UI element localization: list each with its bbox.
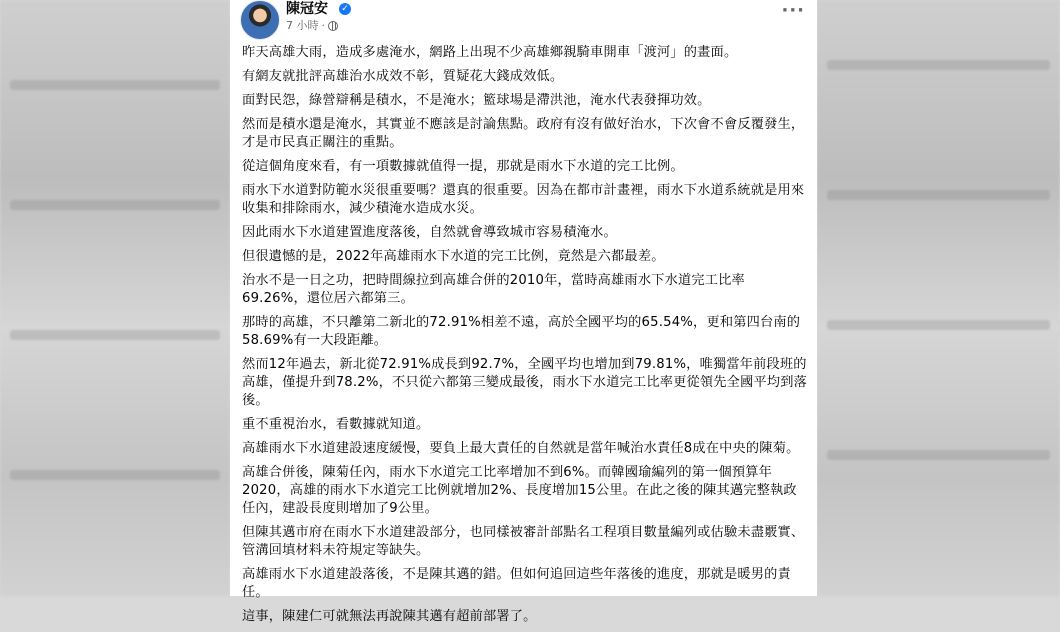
verified-badge-icon: ✓ <box>339 3 351 15</box>
avatar[interactable] <box>240 0 280 40</box>
post-paragraph: 雨水下水道對防範水災很重要嗎？還真的很重要。因為在都市計畫裡，雨水下水道系統就是用來收集和排除雨水，減少積淹水造成水災。 <box>242 183 805 216</box>
backdrop-band <box>10 200 220 210</box>
post-paragraph: 從這個角度來看，有一項數據就值得一提，那就是雨水下水道的完工比例。 <box>242 159 684 174</box>
post-paragraph: 但很遺憾的是，2022年高雄雨水下水道的完工比例，竟然是六都最差。 <box>242 249 665 264</box>
post-paragraph: 因此雨水下水道建置進度落後，自然就會導致城市容易積淹水。 <box>242 225 617 240</box>
backdrop-band <box>10 80 220 90</box>
post-paragraph: 那時的高雄，不只離第二新北的72.91%相差不遠，高於全國平均的65.54%，更和第四台南的58.69%有一大段距離。 <box>242 315 801 348</box>
post-paragraph: 然而12年過去，新北從72.91%成長到92.7%，全國平均也增加到79.81%，唯獨當年前段班的高雄，僅提升到78.2%，不只從六都第三變成最後，雨水下水道完工比率更從領先全國平均到落後。 <box>242 357 808 408</box>
backdrop-band <box>10 470 220 480</box>
post-body <box>242 44 808 632</box>
post-paragraph: 高雄雨水下水道建設落後，不是陳其邁的錯。但如何追回這些年落後的進度，那就是暖男的責任。 <box>242 567 791 600</box>
facebook-post <box>230 0 817 624</box>
post-paragraph: 高雄雨水下水道建設速度緩慢，要負上最大責任的自然就是當年喊治水責任8成在中央的陳菊。 <box>242 441 800 456</box>
post-timestamp[interactable]: 7 小時 <box>286 19 319 32</box>
post-paragraph: 然而是積水還是淹水，其實並不應該是討論焦點。政府有沒有做好治水，下次會不會反覆發生，才是市民真正關注的重點。 <box>242 117 805 150</box>
more-options-icon[interactable]: ··· <box>781 0 805 21</box>
blurred-backdrop-right <box>817 0 1060 596</box>
backdrop-band <box>827 60 1050 70</box>
post-paragraph: 治水不是一日之功，把時間線拉到高雄合併的2010年，當時高雄雨水下水道完工比率69.26%，還位居六都第三。 <box>242 273 745 306</box>
post-paragraph: 高雄合併後，陳菊任內，雨水下水道完工比率增加不到6%。而韓國瑜編列的第一個預算年2020，高雄的雨水下水道完工比例就增加2%、長度增加15公里。在此之後的陳其邁完整執政任內，建設長度則增加了9公里。 <box>242 465 797 516</box>
meta-separator: · <box>321 19 325 32</box>
backdrop-band <box>827 320 1050 330</box>
post-paragraph: 這事，陳建仁可就無法再說陳其邁有超前部署了。 <box>242 609 537 624</box>
blurred-backdrop-left <box>0 0 230 596</box>
globe-icon[interactable] <box>328 21 338 31</box>
post-paragraph: 面對民怨，綠營辯稱是積水，不是淹水；籃球場是滯洪池，淹水代表發揮功效。 <box>242 93 711 108</box>
post-author-name[interactable]: 陳冠安 <box>286 1 328 17</box>
post-paragraph: 重不重視治水，看數據就知道。 <box>242 417 430 432</box>
backdrop-band <box>827 450 1050 460</box>
post-paragraph: 昨天高雄大雨，造成多處淹水，網路上出現不少高雄鄉親騎車開車「渡河」的畫面。 <box>242 45 738 60</box>
backdrop-band <box>827 190 1050 200</box>
post-paragraph: 有網友就批評高雄治水成效不彰，質疑花大錢成效低。 <box>242 69 564 84</box>
post-paragraph: 但陳其邁市府在雨水下水道建設部分，也同樣被審計部點名工程項目數量編列或估驗未盡覈實、管溝回填材料未符規定等缺失。 <box>242 525 805 558</box>
post-meta <box>286 19 338 33</box>
backdrop-band <box>10 330 220 340</box>
